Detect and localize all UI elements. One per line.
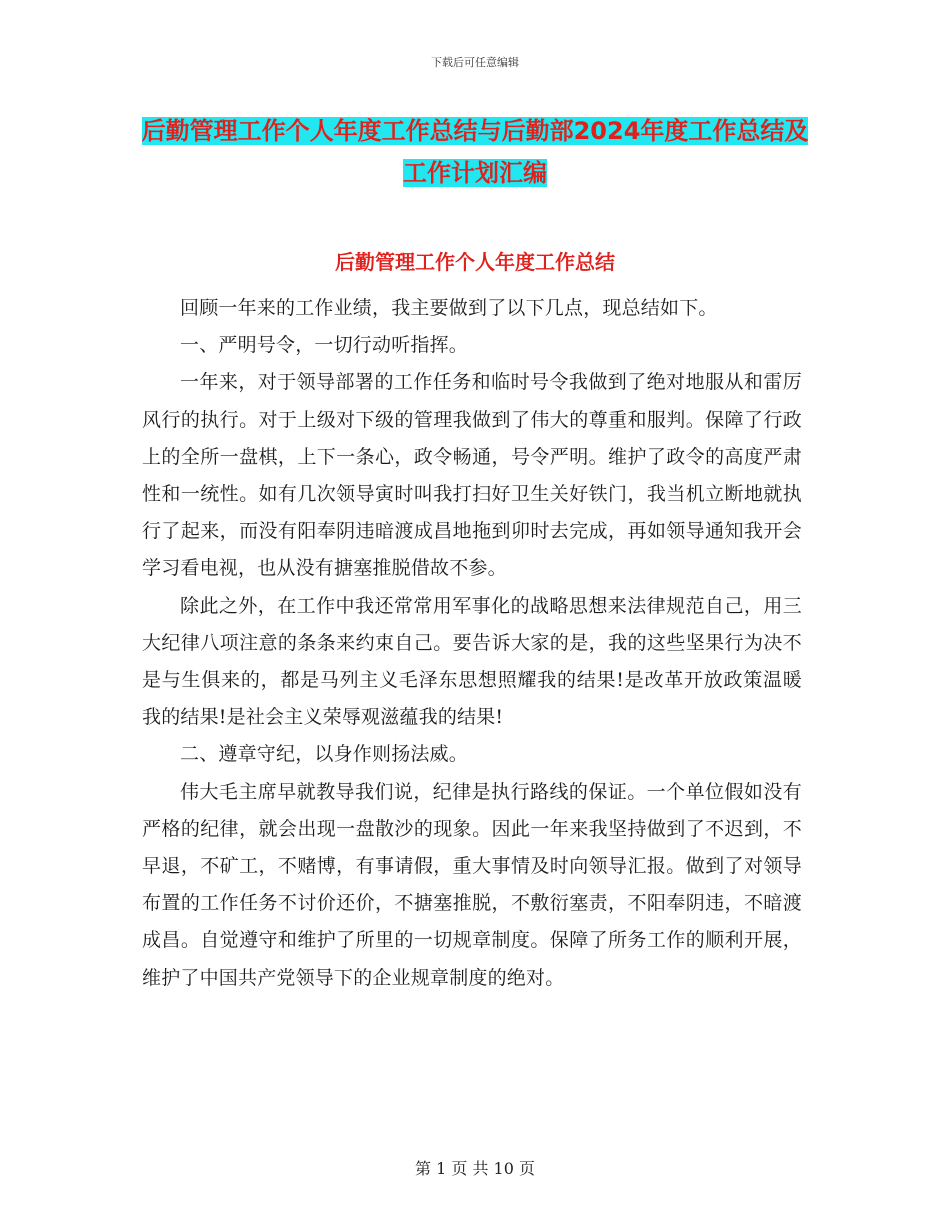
paragraph: 一、严明号令，一切行动听指挥。 — [180, 334, 469, 357]
page-header-note: 下载后可任意编辑 — [431, 56, 519, 69]
section-title: 后勤管理工作个人年度工作总结 — [335, 250, 615, 274]
document-body — [142, 290, 802, 997]
paragraph: 回顾一年来的工作业绩，我主要做到了以下几点，现总结如下。 — [180, 297, 718, 319]
paragraph: 一年来，对于领导部署的工作任务和临时号令我做到了绝对地服从和雷厉风行的执行。对于上级对下级的管理我做到了伟大的尊重和服判。保障了行政上的全所一盘棋，上下一条心，政令畅通，号令严明。维护了政令的高度严肃性和一统性。如有几次领导寅时叫我打扫好卫生关好铁门，我当机立断地就执行了起来，而没有阳奉阴违暗渡成昌地拖到卯时去完成，再如领导通知我开会学习看电视，也从没有搪塞推脱借故不参。 — [142, 371, 802, 580]
page-number-footer: 第 1 页 共 10 页 — [415, 1159, 535, 1178]
document-title-text: 后勤管理工作个人年度工作总结与后勤部2024年度工作总结及工作计划汇编 — [141, 117, 809, 187]
paragraph: 二、遵章守纪，以身作则扬法威。 — [180, 743, 469, 766]
paragraph: 伟大毛主席早就教导我们说，纪律是执行路线的保证。一个单位假如没有严格的纪律，就会出现一盘散沙的现象。因此一年来我坚持做到了不迟到，不早退，不矿工，不赌博，有事请假，重大事情及时向领导汇报。做到了对领导布置的工作任务不讨价还价，不搪塞推脱，不敷衍塞责，不阳奉阴违，不暗渡成昌。自觉遵守和维护了所里的一切规章制度。保障了所务工作的顺利开展，维护了中国共产党领导下的企业规章制度的绝对。 — [142, 780, 802, 989]
paragraph: 除此之外，在工作中我还常常用军事化的战略思想来法律规范自己，用三大纪律八项注意的条条来约束自己。要告诉大家的是，我的这些坚果行为决不是与生俱来的，都是马列主义毛泽东思想照耀我的结果!是改革开放政策温暖我的结果!是社会主义荣辱观滋蕴我的结果! — [142, 594, 802, 729]
document-title — [140, 110, 810, 194]
